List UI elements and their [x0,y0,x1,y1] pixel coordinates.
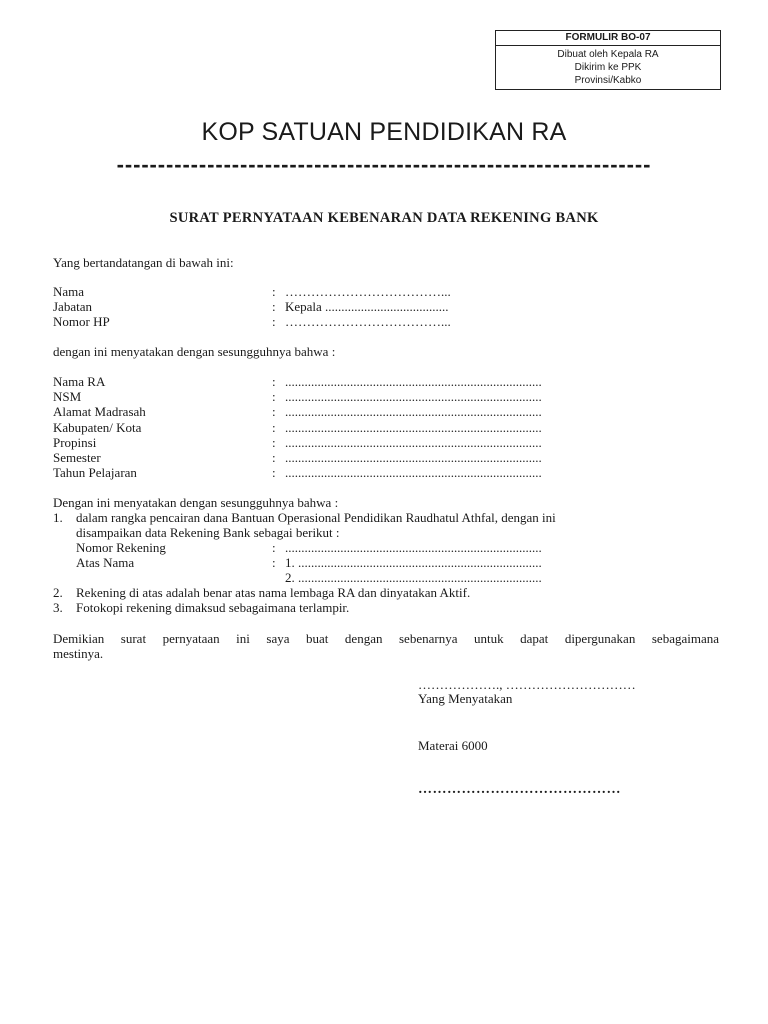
field-colon: : [272,404,276,419]
field-value-alamat: ............................................................................... [285,404,542,419]
form-info-line: Dibuat oleh Kepala RA [557,49,659,60]
intro-text: Yang bertandatangan di bawah ini: [53,255,234,270]
field-value-atas-nama-2: 2. ........................................................................... [285,570,542,585]
field-label-tahun-pelajaran: Tahun Pelajaran [53,465,137,480]
closing-line: Demikian surat pernyataan ini saya buat dengan sebenarnya untuk dapat dipergunakan sebagaimana [53,631,719,646]
list-item-number: 3. [53,600,63,615]
form-info-line: Provinsi/Kabko [574,75,642,86]
letterhead-separator: ----------------------------------------------------------------- [116,152,652,177]
letterhead-title: KOP SATUAN PENDIDIKAN RA [201,118,567,146]
list-item-text: Fotokopi rekening dimaksud sebagaimana terlampir. [76,600,350,615]
field-colon: : [272,299,276,314]
list-item-text: disampaikan data Rekening Bank sebagai berikut : [76,525,340,540]
field-colon: : [272,420,276,435]
field-value-nsm: ............................................................................... [285,389,542,404]
field-colon: : [272,389,276,404]
field-colon: : [272,540,276,555]
field-label-nomor-rekening: Nomor Rekening [76,540,166,555]
declaration-intro: Dengan ini menyatakan dengan sesungguhnya bahwa : [53,495,339,510]
field-label-nomor-hp: Nomor HP [53,314,110,329]
list-item-number: 2. [53,585,63,600]
stamp-note: Materai 6000 [418,738,488,753]
form-info-line: Dikirim ke PPK [574,62,642,73]
field-value-nomor-hp: ………………………………... [285,314,451,329]
document-title: SURAT PERNYATAAN KEBENARAN DATA REKENING BANK [169,210,599,226]
field-value-propinsi: ............................................................................... [285,435,542,450]
list-item-number: 1. [53,510,63,525]
field-label-semester: Semester [53,450,101,465]
field-value-semester: ............................................................................... [285,450,542,465]
list-item-text: Rekening di atas adalah benar atas nama lembaga RA dan dinyatakan Aktif. [76,585,471,600]
closing-line: mestinya. [53,646,104,661]
field-value-atas-nama-1: 1. ........................................................................... [285,555,542,570]
field-label-kabupaten: Kabupaten/ Kota [53,420,142,435]
field-value-jabatan: Kepala ...................................... [285,299,449,314]
list-item-text: dalam rangka pencairan dana Bantuan Operasional Pendidikan Raudhatul Athfal, dengan ini [76,510,556,525]
field-label-nama: Nama [53,284,85,299]
field-label-nsm: NSM [53,389,82,404]
field-label-atas-nama: Atas Nama [76,555,135,570]
field-label-propinsi: Propinsi [53,435,97,450]
field-colon: : [272,284,276,299]
place-date: ………………., ………………………… [418,677,636,692]
signer-role: Yang Menyatakan [418,691,513,706]
form-info [496,46,720,89]
field-value-nama: ………………………………... [285,284,451,299]
field-colon: : [272,374,276,389]
field-colon: : [272,435,276,450]
field-colon: : [272,450,276,465]
field-colon: : [272,465,276,480]
statement-intro: dengan ini menyatakan dengan sesungguhnya bahwa : [53,344,336,359]
closing-paragraph [53,631,719,661]
field-colon: : [272,314,276,329]
field-label-nama-ra: Nama RA [53,374,106,389]
field-colon: : [272,555,276,570]
field-value-tahun-pelajaran: ............................................................................... [285,465,542,480]
field-label-alamat: Alamat Madrasah [53,404,146,419]
field-value-kabupaten: ............................................................................... [285,420,542,435]
form-code-box [495,30,721,90]
field-value-nama-ra: ............................................................................... [285,374,542,389]
field-value-nomor-rekening: ............................................................................... [285,540,542,555]
form-code: FORMULIR BO-07 [496,31,720,46]
field-label-jabatan: Jabatan [53,299,92,314]
signature-line: …………………………………… [418,782,621,797]
